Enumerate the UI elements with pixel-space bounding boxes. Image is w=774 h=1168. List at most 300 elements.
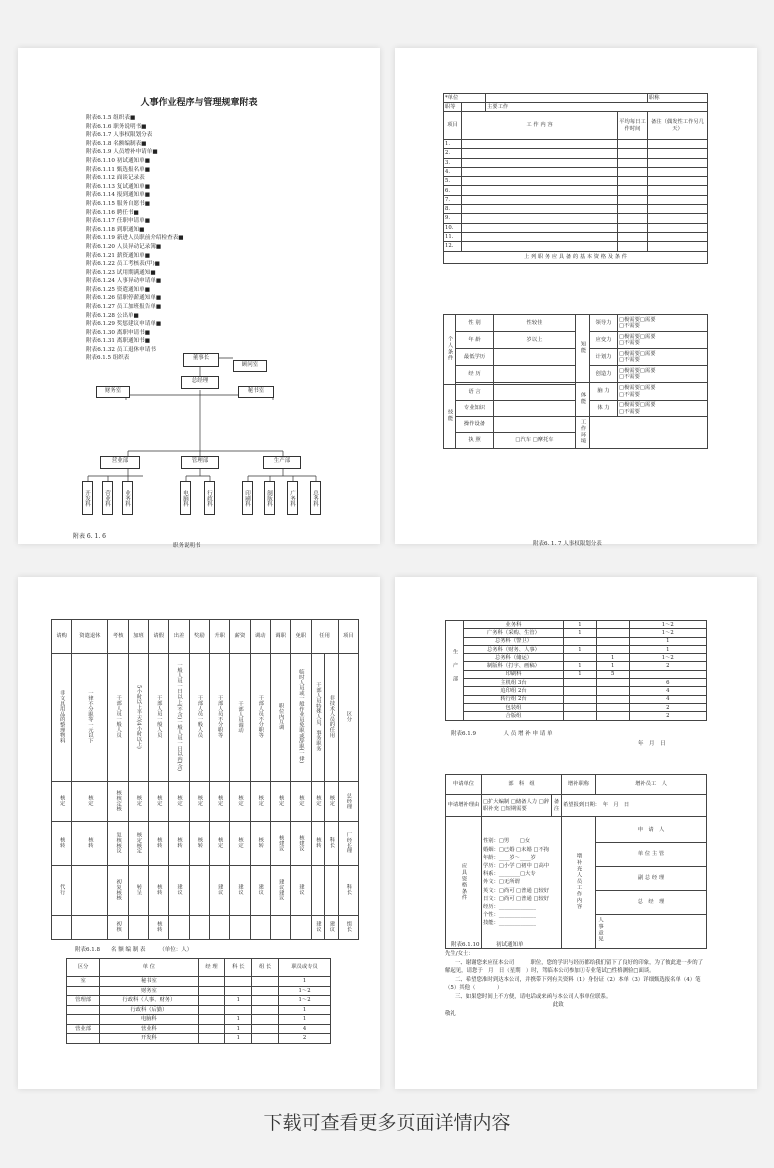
- table-cell: [189, 782, 209, 822]
- appendix-list-item: 附表6.1.26 留职停薪通知单■: [86, 295, 162, 302]
- table-cell: [325, 782, 339, 822]
- table-cell: 2: [629, 662, 706, 670]
- rank-label: 职等: [444, 103, 462, 112]
- cell-text: 核定: [216, 795, 223, 806]
- table-row: [52, 866, 359, 916]
- table-cell: [252, 986, 279, 996]
- cell-text: 核定: [135, 795, 142, 806]
- table-cell: [189, 654, 209, 782]
- k-opt-2: [618, 332, 708, 349]
- page-title: 人事作业程序与管理规章附表: [140, 98, 258, 108]
- table-cell: [52, 654, 72, 782]
- cell-text: 建议: [176, 884, 183, 895]
- cell-text: 代行: [58, 884, 65, 895]
- age-label: 年 龄: [456, 332, 494, 349]
- appendix-list-item: 附表6.1.28 公出单■: [86, 312, 139, 319]
- gender-label: 性 别: [456, 315, 494, 332]
- column-header: 资遣退休: [72, 620, 108, 654]
- appendix-list-item: 附表6.1.16 聘任书■: [86, 209, 139, 216]
- table-cell: 行政科（后勤）: [100, 1005, 198, 1015]
- table-cell: [225, 986, 252, 996]
- add-count-label: 增补员工 人: [596, 775, 707, 795]
- page-3: [18, 577, 380, 1089]
- table-cell: [270, 654, 290, 782]
- dept-value: 部 科 组: [482, 775, 562, 795]
- table-cell: [72, 822, 108, 866]
- k-item-3: 计划力: [590, 349, 618, 366]
- table-cell: 4: [629, 695, 706, 703]
- cell-text: 职位内互调: [277, 703, 284, 730]
- table-row: [67, 996, 331, 1006]
- table-cell: [325, 654, 339, 782]
- table-cell: [198, 1005, 225, 1015]
- cell-text: 核建议: [277, 834, 284, 851]
- table-row: [444, 205, 708, 214]
- table-cell: [149, 822, 169, 866]
- table-cell: [325, 916, 339, 940]
- k-item-1: 领导力: [590, 315, 618, 332]
- table-cell: [250, 866, 270, 916]
- table-cell: 财务室: [100, 986, 198, 996]
- cell-text: 核建议: [297, 834, 304, 851]
- table-cell: [250, 782, 270, 822]
- table-cell: [291, 654, 311, 782]
- table-cell: [252, 1015, 279, 1025]
- column-header: 加班: [128, 620, 148, 654]
- letter-caption: 附表6.1.10 初试通知单: [451, 942, 524, 948]
- org-sub-admin: 行政科: [204, 481, 215, 515]
- k3-noneed: □不需要: [619, 357, 640, 363]
- table-cell: 营业科: [100, 1024, 198, 1034]
- table-row: [446, 662, 707, 670]
- table-row: [446, 629, 707, 637]
- env-label: 工作环境: [579, 418, 586, 445]
- table-cell: [270, 782, 290, 822]
- header-row: [67, 959, 331, 977]
- column-header: 薪资: [230, 620, 250, 654]
- cell-text: 核定: [314, 795, 321, 806]
- table-cell: [198, 986, 225, 996]
- table-cell: [230, 822, 250, 866]
- table-cell: [311, 654, 325, 782]
- letter-paragraph: 先生/女士：: [445, 951, 474, 957]
- k2-noneed: □不需要: [619, 340, 640, 346]
- appendix-list-item: 附表6.1.18 到职通知■: [86, 226, 145, 233]
- row-number: 10.: [444, 223, 462, 232]
- column-header: 考核: [108, 620, 128, 654]
- col-item: 项目: [444, 112, 462, 140]
- cell-text: 5小时以上半天(4小时以上): [135, 684, 142, 749]
- cell-text: 核定: [237, 795, 243, 806]
- cell-text: 核转: [155, 921, 162, 932]
- download-prompt[interactable]: 下载可查看更多页面详情内容: [263, 1112, 511, 1134]
- table-row: [444, 140, 708, 149]
- cell-text: 建议: [216, 884, 223, 895]
- prod-cell: [446, 621, 464, 721]
- appendix-list-item: 附表6.1.8 名额编制表■: [86, 140, 147, 147]
- column-header: 请假: [149, 620, 169, 654]
- table-cell: [596, 712, 629, 720]
- table-cell: [225, 977, 252, 987]
- sig-gm: 总 经 理: [596, 891, 706, 915]
- table-cell: 1: [564, 670, 597, 678]
- table-row: [446, 695, 707, 703]
- table-cell: 1: [564, 662, 597, 670]
- table-cell: [198, 1024, 225, 1034]
- pro-label: 专业知识: [456, 401, 494, 417]
- table-cell: [338, 822, 358, 866]
- table-cell: 合版组: [464, 712, 564, 720]
- cell-text: 厂经长理: [345, 831, 352, 854]
- table-cell: [72, 916, 108, 940]
- table-cell: [67, 1034, 100, 1044]
- add-title-label: 增补职称: [562, 775, 596, 795]
- header-row: [52, 620, 359, 654]
- quota-table: [66, 958, 331, 1044]
- column-header: 任用: [311, 620, 338, 654]
- license-label: 执 照: [456, 433, 494, 449]
- table-cell: [149, 654, 169, 782]
- column-header: 出差: [169, 620, 189, 654]
- table-cell: 1: [629, 637, 706, 645]
- page-1: [18, 48, 380, 549]
- table-cell: 1: [225, 996, 252, 1006]
- qual-field: 性别：□男 □女: [483, 838, 531, 845]
- k1-noneed: □不需要: [619, 323, 640, 329]
- table-cell: [128, 916, 148, 940]
- b-item-1: 脑 力: [590, 383, 618, 401]
- appendix-list-item: 附表6.1.22 员工考核表(甲)■: [86, 261, 160, 268]
- table-cell: [596, 679, 629, 687]
- appendix-list-item: 附表6.1.6 职务说明书■: [86, 123, 147, 130]
- reason-options: □扩大编制 □储备人力 □辞职补充 □短期需要: [482, 795, 552, 817]
- cell-text: 核定: [86, 795, 93, 806]
- table-cell: [225, 1005, 252, 1015]
- cell-text: 核转: [58, 837, 65, 848]
- cell-text: 核定: [58, 795, 65, 806]
- table-row: [67, 977, 331, 987]
- appendix-list-item: 附表6.1.15 服务自愿书■: [86, 200, 151, 207]
- table-cell: [311, 782, 325, 822]
- table-cell: 行政科（人事、财务）: [100, 996, 198, 1006]
- cell-text: 核定: [328, 795, 335, 806]
- table-cell: [338, 782, 358, 822]
- table-cell: [108, 916, 128, 940]
- cell-text: 核转: [257, 837, 264, 848]
- cell-text: 科长: [328, 837, 335, 848]
- table-row: [446, 645, 707, 653]
- table-cell: [210, 782, 230, 822]
- appendix-list-item: 附表6.1.5 组织表■: [86, 115, 136, 121]
- table-cell: 室: [67, 977, 100, 987]
- table-cell: [210, 822, 230, 866]
- k-opt-3: [618, 349, 708, 366]
- table-cell: 6: [629, 679, 706, 687]
- table-cell: [189, 866, 209, 916]
- appendix-list-item: 附表6.1.23 试用期满通知■: [86, 269, 156, 276]
- table-cell: [169, 822, 189, 866]
- table-row: [444, 149, 708, 158]
- letter-paragraph: 此致: [445, 1002, 564, 1008]
- b-opt-1: [618, 383, 708, 401]
- cell-text: 总经理: [345, 792, 352, 809]
- lang-label: 语 言: [456, 385, 494, 401]
- table-cell: [149, 916, 169, 940]
- table-cell: [230, 782, 250, 822]
- col-remark: 备注（偶发性工作另几天）: [648, 112, 708, 140]
- row-number: 4.: [444, 167, 462, 176]
- footer-title: 职务说明书: [173, 543, 201, 549]
- qual-field: 年龄：____岁～____岁: [483, 854, 536, 861]
- table-cell: [128, 822, 148, 866]
- edu-label: 最低学历: [456, 349, 494, 366]
- cell-text: 干部人员不分职等: [216, 695, 223, 738]
- k-item-2: 应变力: [590, 332, 618, 349]
- cell-text: 复核核议: [115, 831, 122, 854]
- table-row: [444, 186, 708, 195]
- cell-text: 核定核定: [135, 831, 142, 854]
- gender-value: 性较佳: [494, 315, 576, 332]
- unit-label: *单位: [444, 94, 486, 103]
- k1-need: □极需要□需要: [619, 316, 656, 323]
- appendix-list-item: 附表6.1.13 复试通知单■: [86, 183, 151, 190]
- cell-text: 干部人员一般人员: [196, 695, 203, 738]
- title-label: 职称: [648, 94, 708, 103]
- cell-text: 核定: [176, 795, 183, 806]
- table-cell: [149, 782, 169, 822]
- table-cell: 1: [564, 621, 597, 629]
- table-cell: [564, 687, 597, 695]
- qual-field: 个性：______________: [483, 912, 536, 919]
- cell-text: 区分: [345, 711, 352, 722]
- column-header: 经 理: [198, 959, 225, 977]
- table-cell: [67, 1005, 100, 1015]
- row-number: 7.: [444, 195, 462, 204]
- table-row: [67, 986, 331, 996]
- table-cell: 4: [279, 1024, 331, 1034]
- table-row: [444, 158, 708, 167]
- org-lines: [18, 348, 380, 498]
- table-cell: [149, 866, 169, 916]
- table-cell: [291, 822, 311, 866]
- cell-text: 核定: [297, 795, 304, 806]
- table-cell: [210, 654, 230, 782]
- table-cell: [252, 1034, 279, 1044]
- job-description-table: [443, 93, 708, 264]
- table-cell: [564, 695, 597, 703]
- table-cell: [108, 654, 128, 782]
- table-row: [444, 214, 708, 223]
- appendix-list-item: 附表6.1.12 面谈记录表: [86, 175, 145, 182]
- letter-paragraph: 三、如果您时间上不方便，请电话或来函与本公司人事单位联系。: [455, 993, 612, 1000]
- row-number: 1.: [444, 140, 462, 149]
- table-cell: 2: [629, 712, 706, 720]
- table-cell: [67, 986, 100, 996]
- table-cell: [67, 1015, 100, 1025]
- table-cell: [596, 637, 629, 645]
- cell-text: 科长: [345, 884, 352, 895]
- qual-field: 经历：______________: [483, 904, 536, 910]
- table-cell: [189, 916, 209, 940]
- table-cell: [230, 654, 250, 782]
- hr-opinion: 人事意见: [597, 917, 604, 943]
- table-cell: [311, 866, 325, 916]
- quota-continued-table: [445, 620, 707, 721]
- org-sub-factory: 广务科: [287, 481, 298, 515]
- form-date: 年 月 日: [638, 741, 666, 747]
- org-sub-biz: 营业科: [102, 481, 113, 515]
- b2-need: □极需要□需要: [619, 402, 656, 409]
- qual-field: 英文：□尚可 □普通 □较好: [483, 887, 550, 894]
- table-row: [67, 1024, 331, 1034]
- appendix-list-item: 附表6.1.19 新进人员职前介绍检查表■: [86, 235, 184, 242]
- table-row: [446, 637, 707, 645]
- cell-text: 核定: [196, 795, 203, 806]
- table-row: [444, 195, 708, 204]
- reason-label: 申请增补理由: [446, 795, 482, 817]
- apply-unit-label: 申请单位: [446, 775, 482, 795]
- table-cell: [169, 654, 189, 782]
- table-cell: [52, 782, 72, 822]
- qualification-table: [443, 314, 708, 449]
- table-cell: 追印组 2台: [464, 687, 564, 695]
- body-label: 体能: [579, 392, 586, 405]
- column-header: 科 长: [225, 959, 252, 977]
- table-cell: 总务科（储运）: [464, 654, 564, 662]
- table-cell: [52, 916, 72, 940]
- cell-text: 建议: [237, 884, 243, 895]
- appendix-list-item: 附表6.1.31 离职通知书■: [86, 338, 151, 345]
- org-sub-plate: 制版科: [264, 481, 275, 515]
- appendix-list-item: 附表6.1.25 资遣通知单■: [86, 286, 151, 293]
- column-header: 调动: [250, 620, 270, 654]
- table-cell: [198, 996, 225, 1006]
- org-secretary: 秘书室: [238, 386, 274, 398]
- org-chairman: 董事长: [183, 353, 219, 367]
- k-opt-1: [618, 315, 708, 332]
- cell-text: 初复核核: [115, 878, 122, 901]
- table-row: [52, 916, 359, 940]
- letter-paragraph: 敬礼: [445, 1010, 456, 1017]
- org-sub-computer: 电脑科: [180, 481, 191, 515]
- cell-text: 转呈: [135, 884, 142, 895]
- table-cell: [169, 916, 189, 940]
- table-cell: [72, 782, 108, 822]
- table-cell: [189, 822, 209, 866]
- cell-text: 干部人员调动: [237, 700, 243, 733]
- appendix-list-item: 附表6.1.30 离职申请书■: [86, 329, 151, 336]
- k4-need: □极需要□需要: [619, 367, 656, 374]
- table-cell: [198, 1015, 225, 1025]
- skill-label: 技能: [446, 409, 453, 422]
- appendix-list-item: 附表6.1.29 奖惩建议申请单■: [86, 321, 162, 328]
- k3-need: □极需要□需要: [619, 350, 656, 357]
- cell-text: 核定: [237, 837, 243, 848]
- qual-field: 科系：________□大专: [483, 871, 536, 878]
- table-cell: 1: [596, 662, 629, 670]
- table-cell: [311, 916, 325, 940]
- table-cell: [250, 916, 270, 940]
- cell-text: 初核: [115, 921, 122, 932]
- table-cell: 1～2: [629, 629, 706, 637]
- column-header: 项目: [338, 620, 358, 654]
- table-cell: 秘书室: [100, 977, 198, 987]
- table-row: [446, 712, 707, 720]
- col-content: 工 作 内 容: [462, 112, 618, 140]
- sig-applicant: 申 请 人: [596, 819, 706, 843]
- cell-text: 核转: [196, 837, 203, 848]
- cell-text: 非技术人员的任用: [328, 695, 335, 738]
- table-cell: [230, 866, 250, 916]
- cell-text: 核转: [86, 837, 93, 848]
- column-header: 调职: [270, 620, 290, 654]
- table-cell: [52, 822, 72, 866]
- table-cell: 5: [596, 670, 629, 678]
- appendix-list-item: 附表6.1.14 报到通知单■: [86, 192, 151, 199]
- table-cell: [128, 654, 148, 782]
- cell-text: 核转: [314, 837, 321, 848]
- k4-noneed: □不需要: [619, 374, 640, 380]
- column-header: 区分: [67, 959, 100, 977]
- column-header: 升职: [210, 620, 230, 654]
- table-cell: [629, 670, 706, 678]
- appendix-list-item: 附表6.1.17 任职申请单■: [86, 218, 151, 225]
- k-opt-4: [618, 366, 708, 383]
- table-cell: [270, 916, 290, 940]
- org-sub-general: 总务科: [310, 481, 321, 515]
- column-header: 请购: [52, 620, 72, 654]
- table-cell: [252, 977, 279, 987]
- table-cell: [596, 621, 629, 629]
- org-caption: 附表6.1.5 组织表: [86, 355, 130, 361]
- column-header: 免职: [291, 620, 311, 654]
- column-header: 单 位: [100, 959, 198, 977]
- table-cell: 广务科（采购、生管）: [464, 629, 564, 637]
- cell-text: 干部人员一般人员: [155, 695, 162, 738]
- table-cell: [291, 916, 311, 940]
- table-row: [446, 703, 707, 711]
- appendix-list: [86, 114, 184, 355]
- table-row: [67, 1005, 331, 1015]
- cell-text: 核定: [257, 795, 264, 806]
- column-header: 组 长: [252, 959, 279, 977]
- table-row: [444, 177, 708, 186]
- org-sub-print: 印刷科: [242, 481, 253, 515]
- table-cell: 转行组 2台: [464, 695, 564, 703]
- cell-text: 建议: [257, 884, 264, 895]
- exp-label: 经 历: [456, 366, 494, 383]
- sig-unit-head: 单 位 主 管: [596, 843, 706, 867]
- table-cell: [72, 654, 108, 782]
- table-row: [444, 167, 708, 176]
- table-cell: 电脑科: [100, 1015, 198, 1025]
- table-cell: [210, 866, 230, 916]
- qual-title: 上 列 职 务 应 具 备 的 基 本 资 格 及 条 件: [444, 251, 708, 263]
- letter-paragraph: 二、希望您准时到达本公司，并携带下列有关资料（1）身份证（2）本单（3）详细甄选报名单（4）笔（5）其他（ ）: [445, 976, 701, 991]
- table-cell: [564, 637, 597, 645]
- b2-noneed: □不需要: [619, 408, 640, 415]
- page-2: [395, 48, 757, 547]
- table-cell: [270, 866, 290, 916]
- table-cell: 2: [629, 703, 706, 711]
- table-cell: [252, 996, 279, 1006]
- cell-text: 干部人员一般人员: [115, 695, 122, 738]
- table-row: [446, 621, 707, 629]
- qual-field: 技能：______________: [483, 920, 536, 927]
- staff-request-form: [445, 774, 707, 949]
- main-work-label: 主要工作: [486, 103, 708, 112]
- cell-text: 建议: [297, 884, 304, 895]
